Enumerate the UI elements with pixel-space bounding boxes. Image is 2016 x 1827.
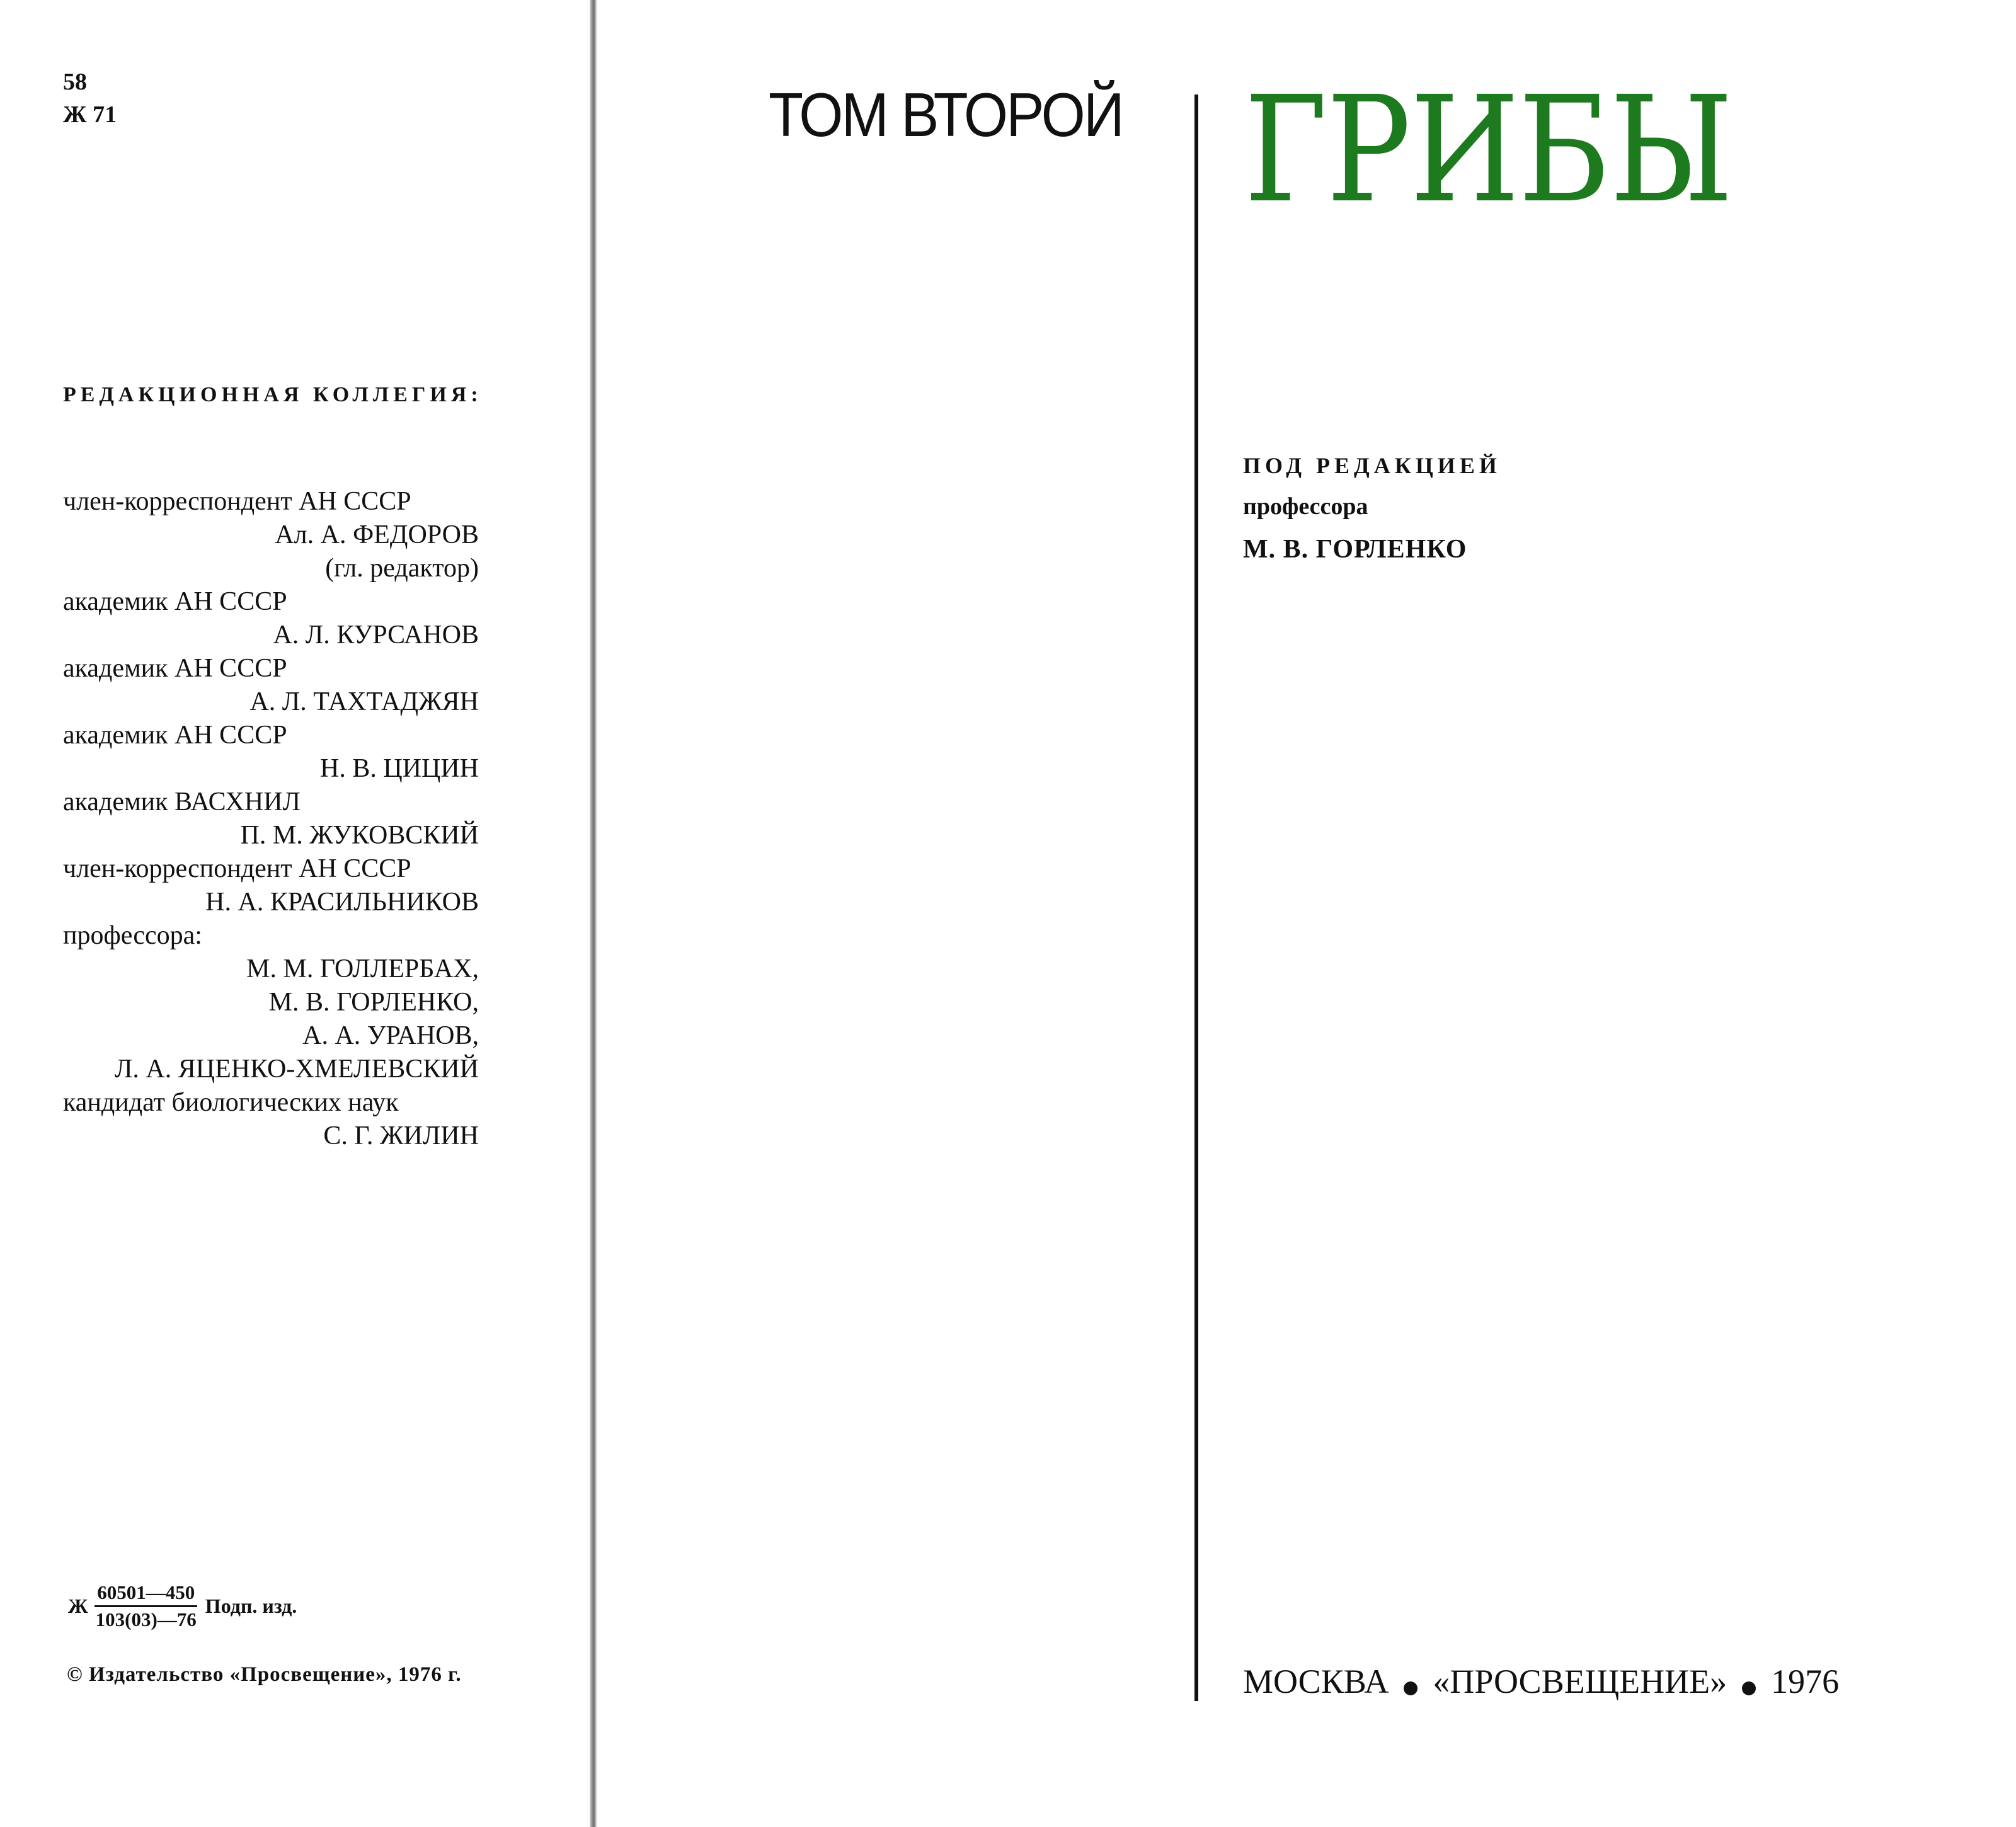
board-member-title: академик АН СССР xyxy=(63,587,287,616)
index-code-prefix: Ж xyxy=(68,1595,88,1617)
board-member-title: профессора: xyxy=(63,921,202,950)
board-member-name: А. Л. ТАХТАДЖЯН xyxy=(249,687,479,716)
book-title: ГРИБЫ xyxy=(1244,65,1732,235)
board-member-title: академик ВАСХНИЛ xyxy=(63,788,301,816)
editorial-board-heading: РЕДАКЦИОННАЯ КОЛЛЕГИЯ: xyxy=(63,383,483,406)
editor-role: профессора xyxy=(1243,493,1368,520)
bbk-code: Ж 71 xyxy=(63,101,117,128)
board-member-title: академик АН СССР xyxy=(63,721,287,750)
board-member-name: П. М. ЖУКОВСКИЙ xyxy=(240,821,479,850)
left-page xyxy=(0,0,590,1827)
editorial-board-list xyxy=(63,485,479,1153)
board-member-name: С. Г. ЖИЛИН xyxy=(323,1121,479,1150)
volume-label: ТОМ ВТОРОЙ xyxy=(769,80,1123,149)
board-member-name: (гл. редактор) xyxy=(325,554,479,583)
imprint-line xyxy=(1243,1662,1839,1701)
copyright-notice: © Издательство «Просвещение», 1976 г. xyxy=(67,1663,462,1686)
board-member-name: Н. А. КРАСИЛЬНИКОВ xyxy=(205,888,479,917)
editor-name: М. В. ГОРЛЕНКО xyxy=(1243,535,1467,564)
board-member-name: А. А. УРАНОВ, xyxy=(302,1021,479,1050)
bullet-separator-icon xyxy=(1742,1681,1756,1695)
board-member-title: член-корреспондент АН СССР xyxy=(63,854,411,883)
index-code-suffix: Подп. изд. xyxy=(205,1595,297,1617)
board-member-title: академик АН СССР xyxy=(63,654,287,683)
board-member-name: Л. А. ЯЦЕНКО-ХМЕЛЕВСКИЙ xyxy=(114,1055,479,1084)
index-code-numerator: 60501—450 xyxy=(94,1581,197,1607)
imprint-year: 1976 xyxy=(1771,1663,1840,1700)
board-member-name: Н. В. ЦИЦИН xyxy=(320,754,479,783)
board-member-title: член-корреспондент АН СССР xyxy=(63,487,411,516)
index-code xyxy=(68,1581,297,1631)
book-spine-gutter xyxy=(590,0,597,1827)
board-member-name: А. Л. КУРСАНОВ xyxy=(273,621,479,650)
bullet-separator-icon xyxy=(1404,1681,1418,1695)
udc-code: 58 xyxy=(63,69,87,95)
right-page xyxy=(597,0,2016,1827)
index-code-denominator: 103(03)—76 xyxy=(95,1608,197,1630)
imprint-city: МОСКВА xyxy=(1243,1663,1389,1700)
board-member-name: Ал. А. ФЕДОРОВ xyxy=(275,520,479,549)
editor-heading: ПОД РЕДАКЦИЕЙ xyxy=(1243,453,1501,478)
index-code-fraction xyxy=(93,1581,199,1631)
board-member-name: М. В. ГОРЛЕНКО, xyxy=(268,988,479,1017)
board-member-name: М. М. ГОЛЛЕРБАХ, xyxy=(246,954,479,983)
board-member-title: кандидат биологических наук xyxy=(63,1088,399,1117)
imprint-publisher: «ПРОСВЕЩЕНИЕ» xyxy=(1433,1663,1727,1700)
vertical-rule xyxy=(1194,94,1198,1701)
